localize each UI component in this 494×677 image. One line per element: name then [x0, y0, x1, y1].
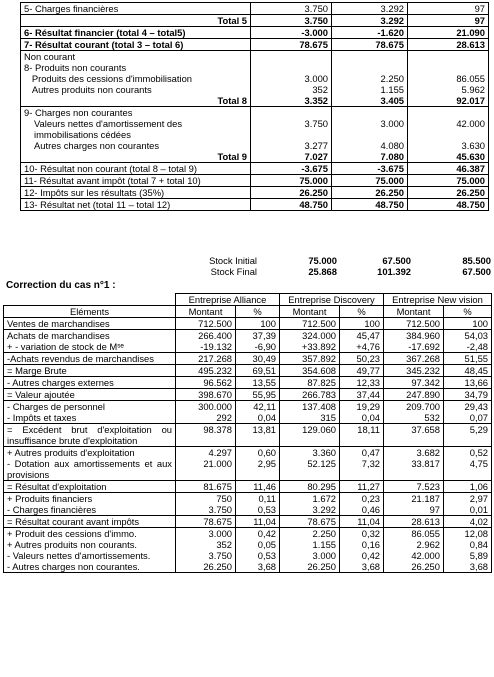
- value-cell: 92.017: [456, 95, 485, 106]
- value-cell: 1,06: [444, 481, 492, 493]
- value-cell: 42.000: [456, 118, 485, 129]
- value-cell: 750 3.750: [176, 493, 236, 516]
- value-cell: 3.750: [251, 15, 332, 27]
- row-label: Autres charges non courantes: [34, 140, 160, 151]
- header-row: [4, 306, 492, 318]
- row-label: -Achats revendus de marchandises: [4, 353, 176, 365]
- value-cell: -1.620: [332, 27, 408, 39]
- value-cell: [411, 51, 485, 62]
- value-cell: 97.342: [384, 377, 444, 389]
- value-cell: 18,11: [340, 424, 384, 447]
- row-label: Valeurs nettes d'amortissement des immobilisations cédées: [34, 118, 183, 140]
- value-cell: 26.250: [408, 187, 489, 199]
- results-table: [20, 2, 489, 211]
- table-row: [21, 163, 489, 175]
- value-cell: 3.405: [380, 95, 404, 106]
- value-cell: 3.292: [332, 15, 408, 27]
- value-cell: 50,23: [340, 353, 384, 365]
- value-cell: 0,11 0,53: [236, 493, 280, 516]
- stock-table: [190, 255, 494, 277]
- value-cell: 3.360 52.125: [280, 447, 340, 481]
- header-empty: [4, 294, 176, 306]
- value-cell: 42,11 0,04: [236, 401, 280, 424]
- value-column: [251, 51, 332, 107]
- value-cell: 97: [408, 15, 489, 27]
- total-label: Total 5: [21, 15, 251, 27]
- row-label: 9- Charges non courantes: [24, 107, 133, 118]
- row-label: Achats de marchandises + - variation de stock de Mˢᵉ: [4, 330, 176, 353]
- value-cell: 712.500: [176, 318, 236, 330]
- montant-header: Montant: [384, 306, 444, 318]
- value-cell: 46.387: [408, 163, 489, 175]
- value-cell: 100: [340, 318, 384, 330]
- value-cell: 26.250: [251, 187, 332, 199]
- value-cell: 3.750: [304, 118, 328, 129]
- value-cell: 12,08 0,84 5,89 3,68: [444, 528, 492, 573]
- value-column: [251, 107, 332, 163]
- value-cell: 5.962: [461, 84, 485, 95]
- correction-title: Correction du cas n°1 :: [6, 280, 116, 291]
- row-label: = Excédent brut d'exploitation ou insuffisance brute d'exploitation: [4, 424, 176, 447]
- stock-label: Stock Initial: [209, 255, 257, 266]
- value-cell: [335, 51, 404, 62]
- value-cell: 3.000: [304, 73, 328, 84]
- value-cell: 217.268: [176, 353, 236, 365]
- value-cell: 4,02: [444, 516, 492, 528]
- value-cell: 51,55: [444, 353, 492, 365]
- table-row: [4, 377, 492, 389]
- pct-header: %: [340, 306, 384, 318]
- value-cell: 3.352: [304, 95, 328, 106]
- value-column: [408, 51, 489, 107]
- row-label: = Valeur ajoutée: [4, 389, 176, 401]
- table-row: [4, 330, 492, 353]
- value-cell: 11,04: [340, 516, 384, 528]
- value-cell: 0,32 0,16 0,42 3,68: [340, 528, 384, 573]
- row-label: 5- Charges financières: [21, 3, 251, 15]
- value-cell: 75.000: [251, 175, 332, 187]
- value-cell: 3.630: [461, 140, 485, 151]
- value-cell: 3.292: [332, 3, 408, 15]
- row-label: - Autres charges externes: [4, 377, 176, 389]
- value-cell: 209.700 532: [384, 401, 444, 424]
- value-cell: 247.890: [384, 389, 444, 401]
- row-label: 10- Résultat non courant (total 8 – total 9): [21, 163, 251, 175]
- non-courant-block: [21, 51, 251, 107]
- value-cell: 13,81: [236, 424, 280, 447]
- value-cell: 19,29 0,04: [340, 401, 384, 424]
- row-label: + Produits financiers - Charges financières: [4, 493, 176, 516]
- value-cell: 21.090: [408, 27, 489, 39]
- pct-header: %: [444, 306, 492, 318]
- stock-value: 67.500: [462, 266, 491, 277]
- value-cell: 2.250 1.155 3.000 26.250: [280, 528, 340, 573]
- value-cell: 352: [312, 84, 328, 95]
- row-label: - Charges de personnel - Impôts et taxes: [4, 401, 176, 424]
- value-cell: 30,49: [236, 353, 280, 365]
- value-cell: 13,55: [236, 377, 280, 389]
- value-cell: 345.232: [384, 365, 444, 377]
- table-row: [4, 353, 492, 365]
- value-cell: [411, 62, 485, 73]
- value-cell: 3.277: [304, 140, 328, 151]
- value-cell: 3.000 352 3.750 26.250: [176, 528, 236, 573]
- row-label: Non courant: [24, 51, 76, 62]
- stock-value: 25.868: [308, 266, 337, 277]
- row-label: = Résultat courant avant impôts: [4, 516, 176, 528]
- value-cell: 54,03 -2,48: [444, 330, 492, 353]
- value-cell: 26.250: [332, 187, 408, 199]
- value-cell: 0,23 0,46: [340, 493, 384, 516]
- value-cell: 2.250: [380, 73, 404, 84]
- value-cell: 354.608: [280, 365, 340, 377]
- value-cell: 384.960 -17.692: [384, 330, 444, 353]
- value-cell: 78.675: [176, 516, 236, 528]
- value-cell: 712.500: [384, 318, 444, 330]
- value-column: [332, 107, 408, 163]
- value-cell: 398.670: [176, 389, 236, 401]
- charges-nc-block: [21, 107, 251, 163]
- table-row: [21, 107, 489, 163]
- value-cell: 37.658: [384, 424, 444, 447]
- value-cell: 78.675: [280, 516, 340, 528]
- value-cell: 100: [444, 318, 492, 330]
- value-cell: 78.675: [251, 39, 332, 51]
- elements-header: Eléments: [4, 306, 176, 318]
- value-cell: -3.675: [332, 163, 408, 175]
- stock-value: 101.392: [377, 266, 411, 277]
- value-cell: 78.675: [332, 39, 408, 51]
- value-cell: 28.613: [384, 516, 444, 528]
- value-cell: 1.672 3.292: [280, 493, 340, 516]
- value-cell: 48.750: [408, 199, 489, 211]
- value-cell: 0,52 4,75: [444, 447, 492, 481]
- row-label: 6- Résultat financier (total 4 – total5): [21, 27, 251, 39]
- table-row: [4, 401, 492, 424]
- value-cell: 75.000: [408, 175, 489, 187]
- stock-label: Stock Final: [210, 266, 257, 277]
- table-row: [4, 389, 492, 401]
- row-label: 8- Produits non courants: [24, 62, 127, 73]
- value-cell: 4.080: [380, 140, 404, 151]
- value-cell: 49,77: [340, 365, 384, 377]
- value-cell: 87.825: [280, 377, 340, 389]
- company-header: Entreprise Discovery: [280, 294, 384, 306]
- value-cell: 98.378: [176, 424, 236, 447]
- stock-value: 85.500: [462, 255, 491, 266]
- row-label: 13- Résultat net (total 11 – total 12): [21, 199, 251, 211]
- row-label: 11- Résultat avant impôt (total 7 + total 10): [21, 175, 251, 187]
- value-cell: 5,29: [444, 424, 492, 447]
- value-column: [332, 51, 408, 107]
- header-row: [4, 294, 492, 306]
- montant-header: Montant: [176, 306, 236, 318]
- value-cell: 2,97 0,01: [444, 493, 492, 516]
- table-row: [21, 39, 489, 51]
- value-cell: 367.268: [384, 353, 444, 365]
- pct-header: %: [236, 306, 280, 318]
- value-cell: 0,60 2,95: [236, 447, 280, 481]
- table-row: [21, 187, 489, 199]
- value-cell: 55,95: [236, 389, 280, 401]
- value-cell: 300.000 292: [176, 401, 236, 424]
- value-cell: 12,33: [340, 377, 384, 389]
- value-cell: 13,66: [444, 377, 492, 389]
- value-cell: 0,47 7,32: [340, 447, 384, 481]
- value-cell: [335, 62, 404, 73]
- row-label: 12- Impôts sur les résultats (35%): [21, 187, 251, 199]
- table-row: [4, 493, 492, 516]
- value-cell: 129.060: [280, 424, 340, 447]
- total-label: Total 9: [217, 151, 247, 162]
- value-cell: 86.055: [456, 73, 485, 84]
- table-row: [4, 516, 492, 528]
- row-label: + Produit des cessions d'immo. + Autres produits non courants. - Valeurs nettes d'amortissements. - Autres charges non courantes.: [4, 528, 176, 573]
- value-cell: [254, 62, 328, 73]
- value-cell: 81.675: [176, 481, 236, 493]
- value-cell: 48,45: [444, 365, 492, 377]
- value-cell: 266.400 -19.132: [176, 330, 236, 353]
- value-cell: 7.080: [380, 151, 404, 162]
- table-row: [21, 175, 489, 187]
- table-row: [4, 365, 492, 377]
- row-label: Autres produits non courants: [24, 84, 152, 95]
- table-row: [4, 424, 492, 447]
- value-cell: 45.630: [456, 151, 485, 162]
- value-cell: 21.187 97: [384, 493, 444, 516]
- value-cell: 11,46: [236, 481, 280, 493]
- value-cell: 86.055 2.962 42.000 26.250: [384, 528, 444, 573]
- montant-header: Montant: [280, 306, 340, 318]
- table-row: [4, 528, 492, 573]
- value-cell: 357.892: [280, 353, 340, 365]
- company-header: Entreprise New vision: [384, 294, 492, 306]
- row-label: = Résultat d'exploitation: [4, 481, 176, 493]
- value-cell: 11,27: [340, 481, 384, 493]
- row-label: Produits des cessions d'immobilisation: [24, 73, 193, 84]
- value-cell: 266.783: [280, 389, 340, 401]
- table-row: [4, 318, 492, 330]
- value-cell: 96.562: [176, 377, 236, 389]
- value-cell: 48.750: [251, 199, 332, 211]
- value-column: [408, 107, 489, 163]
- value-cell: 37,39 -6,90: [236, 330, 280, 353]
- value-cell: -3.675: [251, 163, 332, 175]
- value-cell: -3.000: [251, 27, 332, 39]
- company-header: Entreprise Alliance: [176, 294, 280, 306]
- value-cell: 3.750: [251, 3, 332, 15]
- table-row: [4, 481, 492, 493]
- row-label: Ventes de marchandises: [4, 318, 176, 330]
- table-row: [21, 51, 489, 107]
- row-label: = Marge Brute: [4, 365, 176, 377]
- value-cell: 1.155: [380, 84, 404, 95]
- value-cell: 37,44: [340, 389, 384, 401]
- table-row: [21, 27, 489, 39]
- value-cell: 11,04: [236, 516, 280, 528]
- value-cell: 495.232: [176, 365, 236, 377]
- value-cell: 100: [236, 318, 280, 330]
- value-cell: 69,51: [236, 365, 280, 377]
- value-cell: 29,43 0,07: [444, 401, 492, 424]
- value-cell: 7.523: [384, 481, 444, 493]
- value-cell: 75.000: [332, 175, 408, 187]
- row-label: Total 8: [217, 95, 247, 106]
- value-cell: 137.408 315: [280, 401, 340, 424]
- value-cell: 7.027: [304, 151, 328, 162]
- stock-value: 75.000: [308, 255, 337, 266]
- analysis-table: [3, 293, 492, 573]
- value-cell: 97: [408, 3, 489, 15]
- value-cell: 712.500: [280, 318, 340, 330]
- table-row: [21, 3, 489, 15]
- value-cell: 3.682 33.817: [384, 447, 444, 481]
- value-cell: 3.000: [380, 118, 404, 129]
- value-cell: 0,42 0,05 0,53 3,68: [236, 528, 280, 573]
- value-cell: 34,79: [444, 389, 492, 401]
- table-row: [4, 447, 492, 481]
- value-cell: [254, 51, 328, 62]
- value-cell: 28.613: [408, 39, 489, 51]
- value-cell: 48.750: [332, 199, 408, 211]
- value-cell: 80.295: [280, 481, 340, 493]
- table-row: [21, 15, 489, 27]
- stock-row: [190, 255, 494, 266]
- value-cell: 4.297 21.000: [176, 447, 236, 481]
- row-label: 7- Résultat courant (total 3 – total 6): [21, 39, 251, 51]
- stock-value: 67.500: [382, 255, 411, 266]
- stock-row: [190, 266, 494, 277]
- table-row: [21, 199, 489, 211]
- row-label: + Autres produits d'exploitation - Dotation aux amortissements et aux provisions: [4, 447, 176, 481]
- value-cell: 45,47 +4,76: [340, 330, 384, 353]
- value-cell: 324.000 +33.892: [280, 330, 340, 353]
